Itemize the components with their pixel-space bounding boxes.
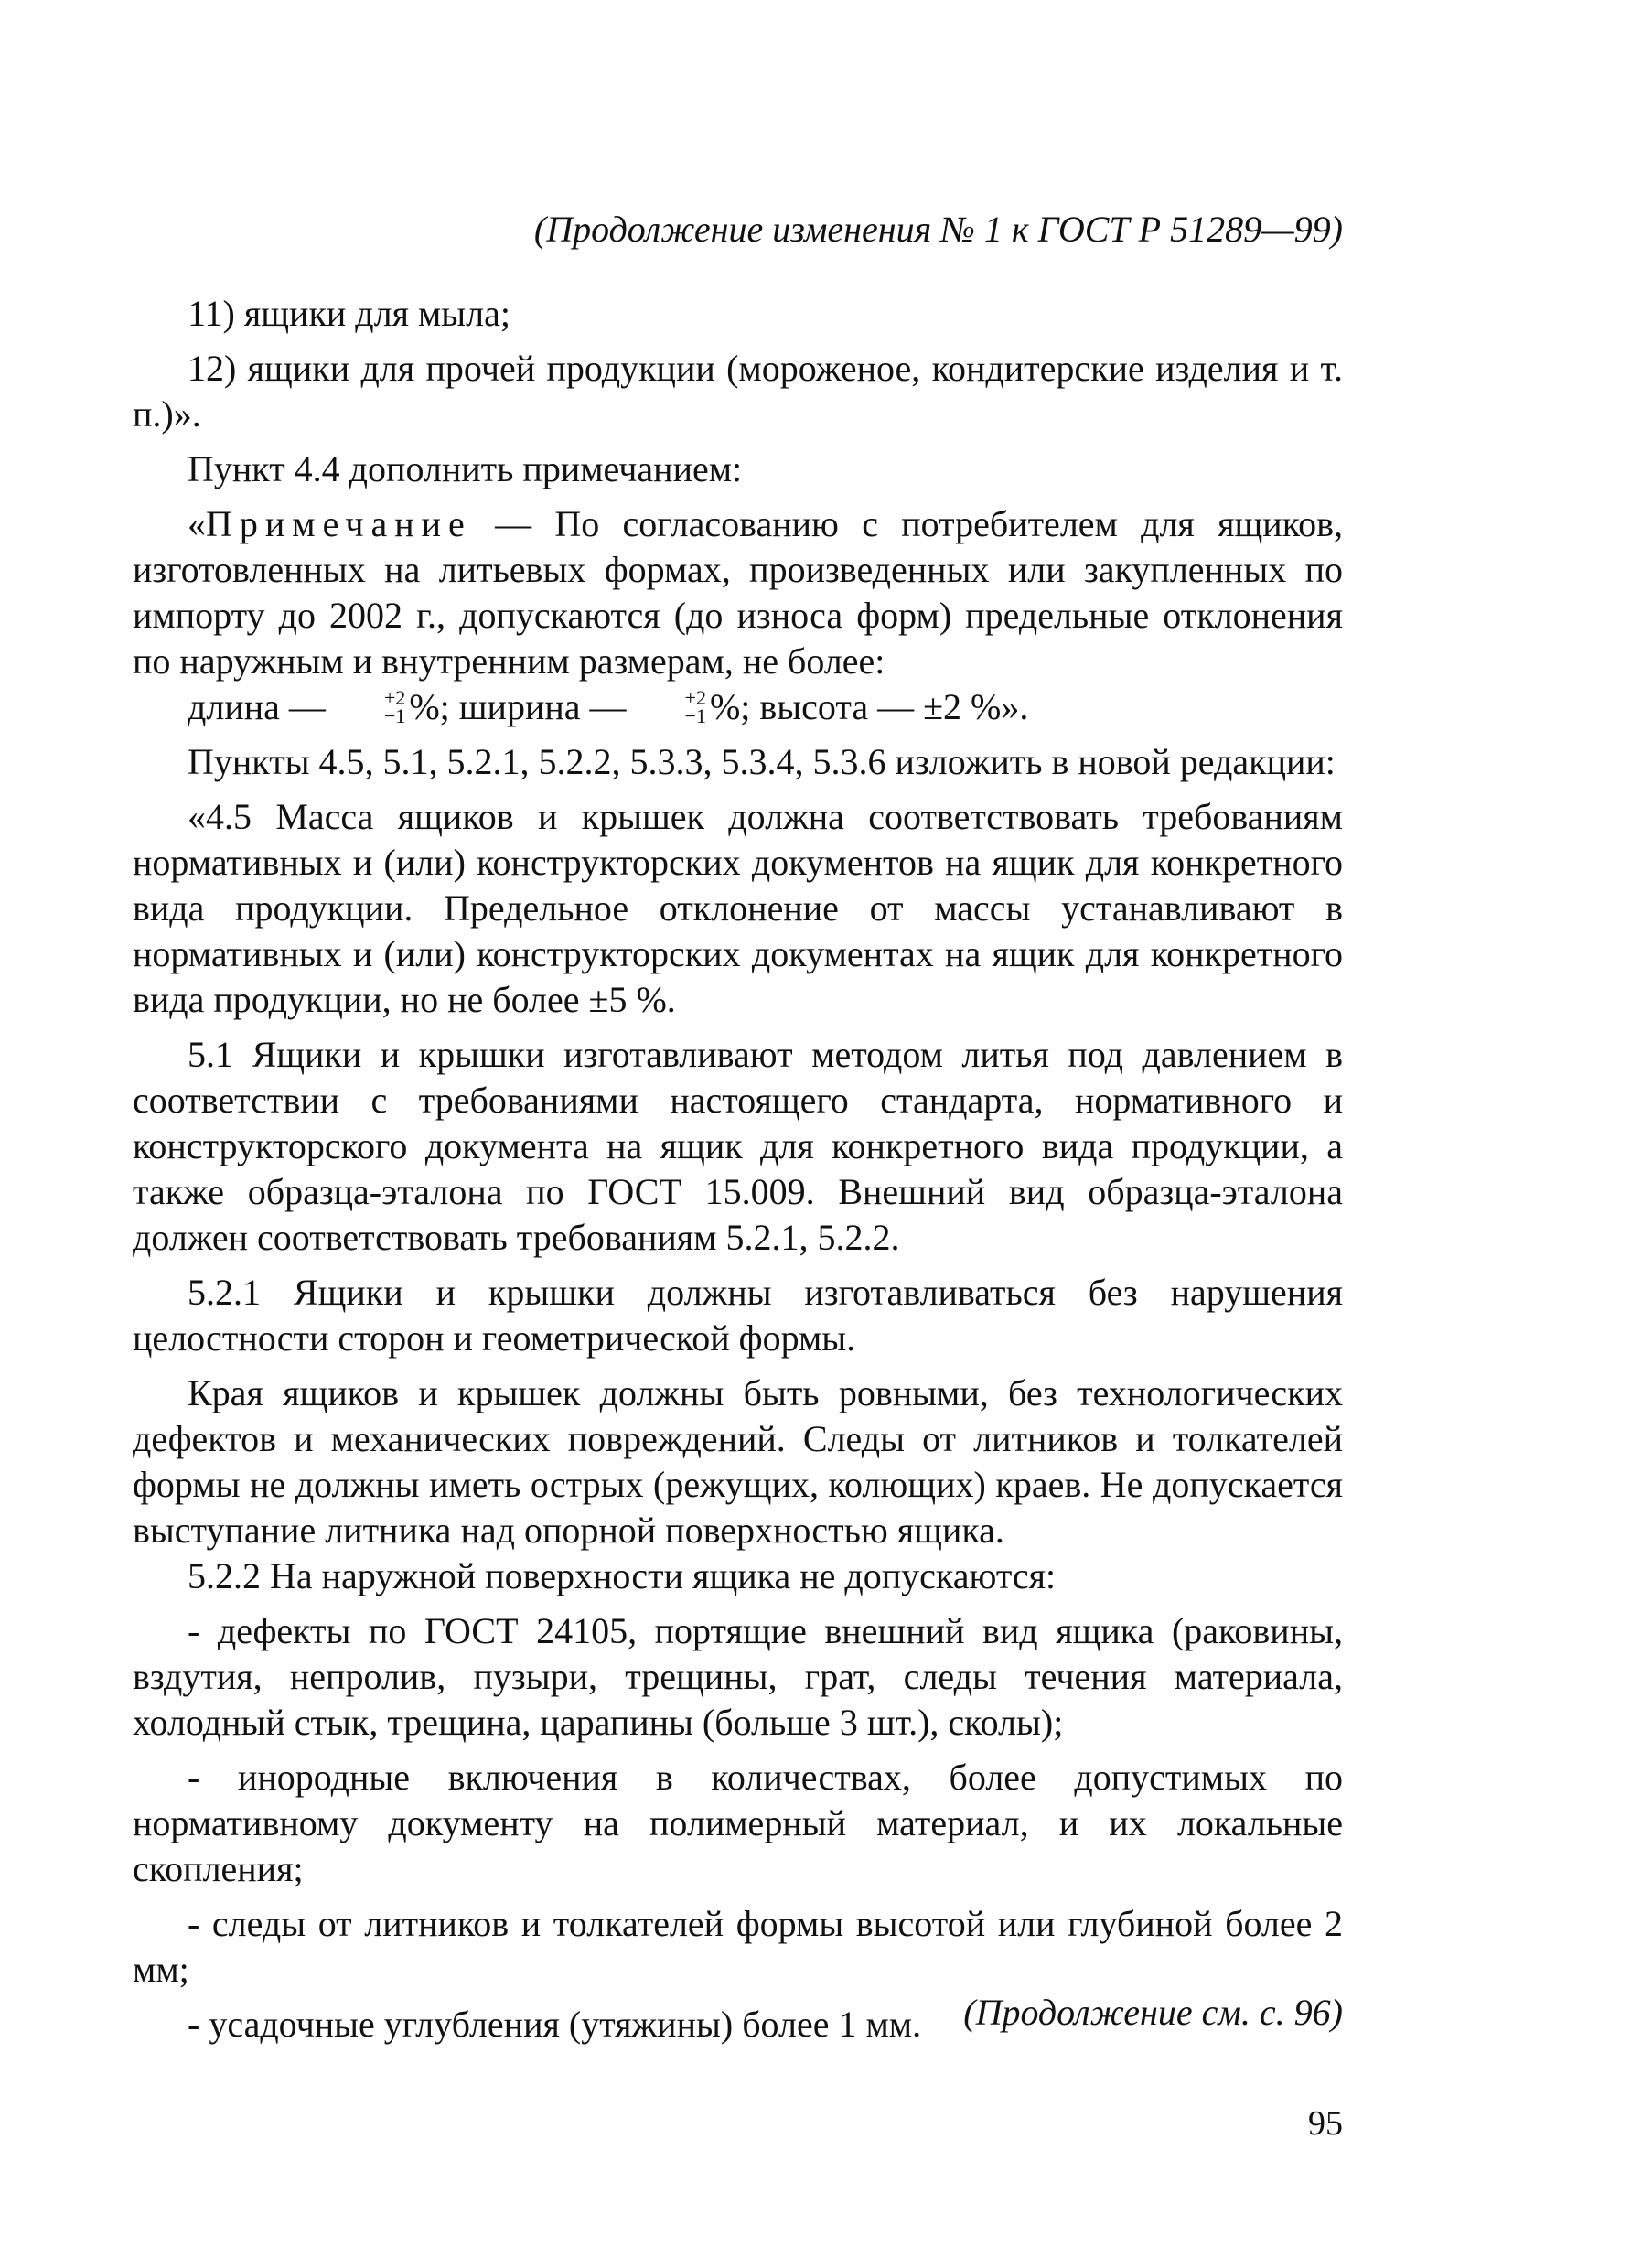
page-number: 95 bbox=[1308, 2104, 1343, 2143]
clause-5-2-2: 5.2.2 На наружной поверхности ящика не допускаются: bbox=[188, 1555, 1057, 1596]
clause-4-5: «4.5 Масса ящиков и крышек должна соответствовать требованиям нормативных и (или) конструкторских документов на ящик для конкретного вида продукции. Предельное отклонение от массы устанавливают в нормативных и (или) конструкторских документах на ящик для конкретного вида продукции, но не более ±5 %. bbox=[133, 796, 1343, 1020]
note-label: Примечание bbox=[206, 503, 472, 544]
height-label: %; высота — ±2 %». bbox=[709, 686, 1029, 727]
list-item-12: 12) ящики для прочей продукции (мороженое, кондитерские изделия и т. п.)». bbox=[133, 348, 1343, 435]
tolerance-upper: +2 bbox=[383, 685, 406, 709]
defect-item-1: - дефекты по ГОСТ 24105, портящие внешний вид ящика (раковины, вздутия, непролив, пузыри, трещины, грат, следы течения материала, холодный стык, трещина, царапины (больше 3 шт.), сколы); bbox=[133, 1610, 1343, 1743]
tolerances-paragraph bbox=[133, 684, 1343, 730]
width-tolerance bbox=[630, 685, 706, 727]
tolerance-lower: −1 bbox=[383, 704, 406, 727]
tolerance-lower: −1 bbox=[684, 704, 706, 727]
document-body bbox=[133, 291, 1343, 2048]
defect-item-4: - усадочные углубления (утяжины) более 1 мм. bbox=[188, 2004, 922, 2045]
note-text: — По согласованию с потребителем для ящиков, изготовленных на литьевых формах, произведенных или закупленных по импорту до 2002 г., допускаются (до износа форм) предельные отклонения по наружным и внутренним размерам, не более: bbox=[133, 503, 1343, 682]
instruction-paragraph-2: Пункты 4.5, 5.1, 5.2.1, 5.2.2, 5.3.3, 5.3.4, 5.3.6 изложить в новой редакции: bbox=[188, 741, 1336, 782]
running-header: (Продолжение изменения № 1 к ГОСТ Р 51289—99) bbox=[533, 209, 1343, 250]
defect-item-3: - следы от литников и толкателей формы высотой или глубиной более 2 мм; bbox=[133, 1903, 1343, 1990]
note-open-quote: « bbox=[188, 503, 206, 544]
list-item-11: 11) ящики для мыла; bbox=[188, 293, 511, 334]
defect-item-2: - инородные включения в количествах, более допустимых по нормативному документу на полимерный материал, и их локальные скопления; bbox=[133, 1757, 1343, 1889]
continuation-note: (Продолжение см. с. 96) bbox=[963, 1992, 1343, 2033]
note-paragraph bbox=[133, 501, 1343, 684]
length-tolerance bbox=[329, 685, 406, 727]
clause-5-2-1-cont: Края ящиков и крышек должны быть ровными, без технологических дефектов и механических повреждений. Следы от литников и толкателей формы не должны иметь острых (режущих, колющих) краев. Не допускается выступание литника над опорной поверхностью ящика. bbox=[133, 1372, 1343, 1551]
tolerance-upper: +2 bbox=[684, 685, 706, 709]
length-label: длина — bbox=[188, 686, 326, 727]
instruction-paragraph: Пункт 4.4 дополнить примечанием: bbox=[188, 448, 743, 489]
width-label: %; ширина — bbox=[409, 686, 627, 727]
document-page bbox=[133, 0, 1343, 2268]
clause-5-1: 5.1 Ящики и крышки изготавливают методом литья под давлением в соответствии с требованиями настоящего стандарта, нормативного и конструкторского документа на ящик для конкретного вида продукции, а также образца-эталона по ГОСТ 15.009. Внешний вид образца-эталона должен соответствовать требованиям 5.2.1, 5.2.2. bbox=[133, 1034, 1343, 1258]
clause-5-2-1: 5.2.1 Ящики и крышки должны изготавливаться без нарушения целостности сторон и геометрической формы. bbox=[133, 1272, 1343, 1359]
